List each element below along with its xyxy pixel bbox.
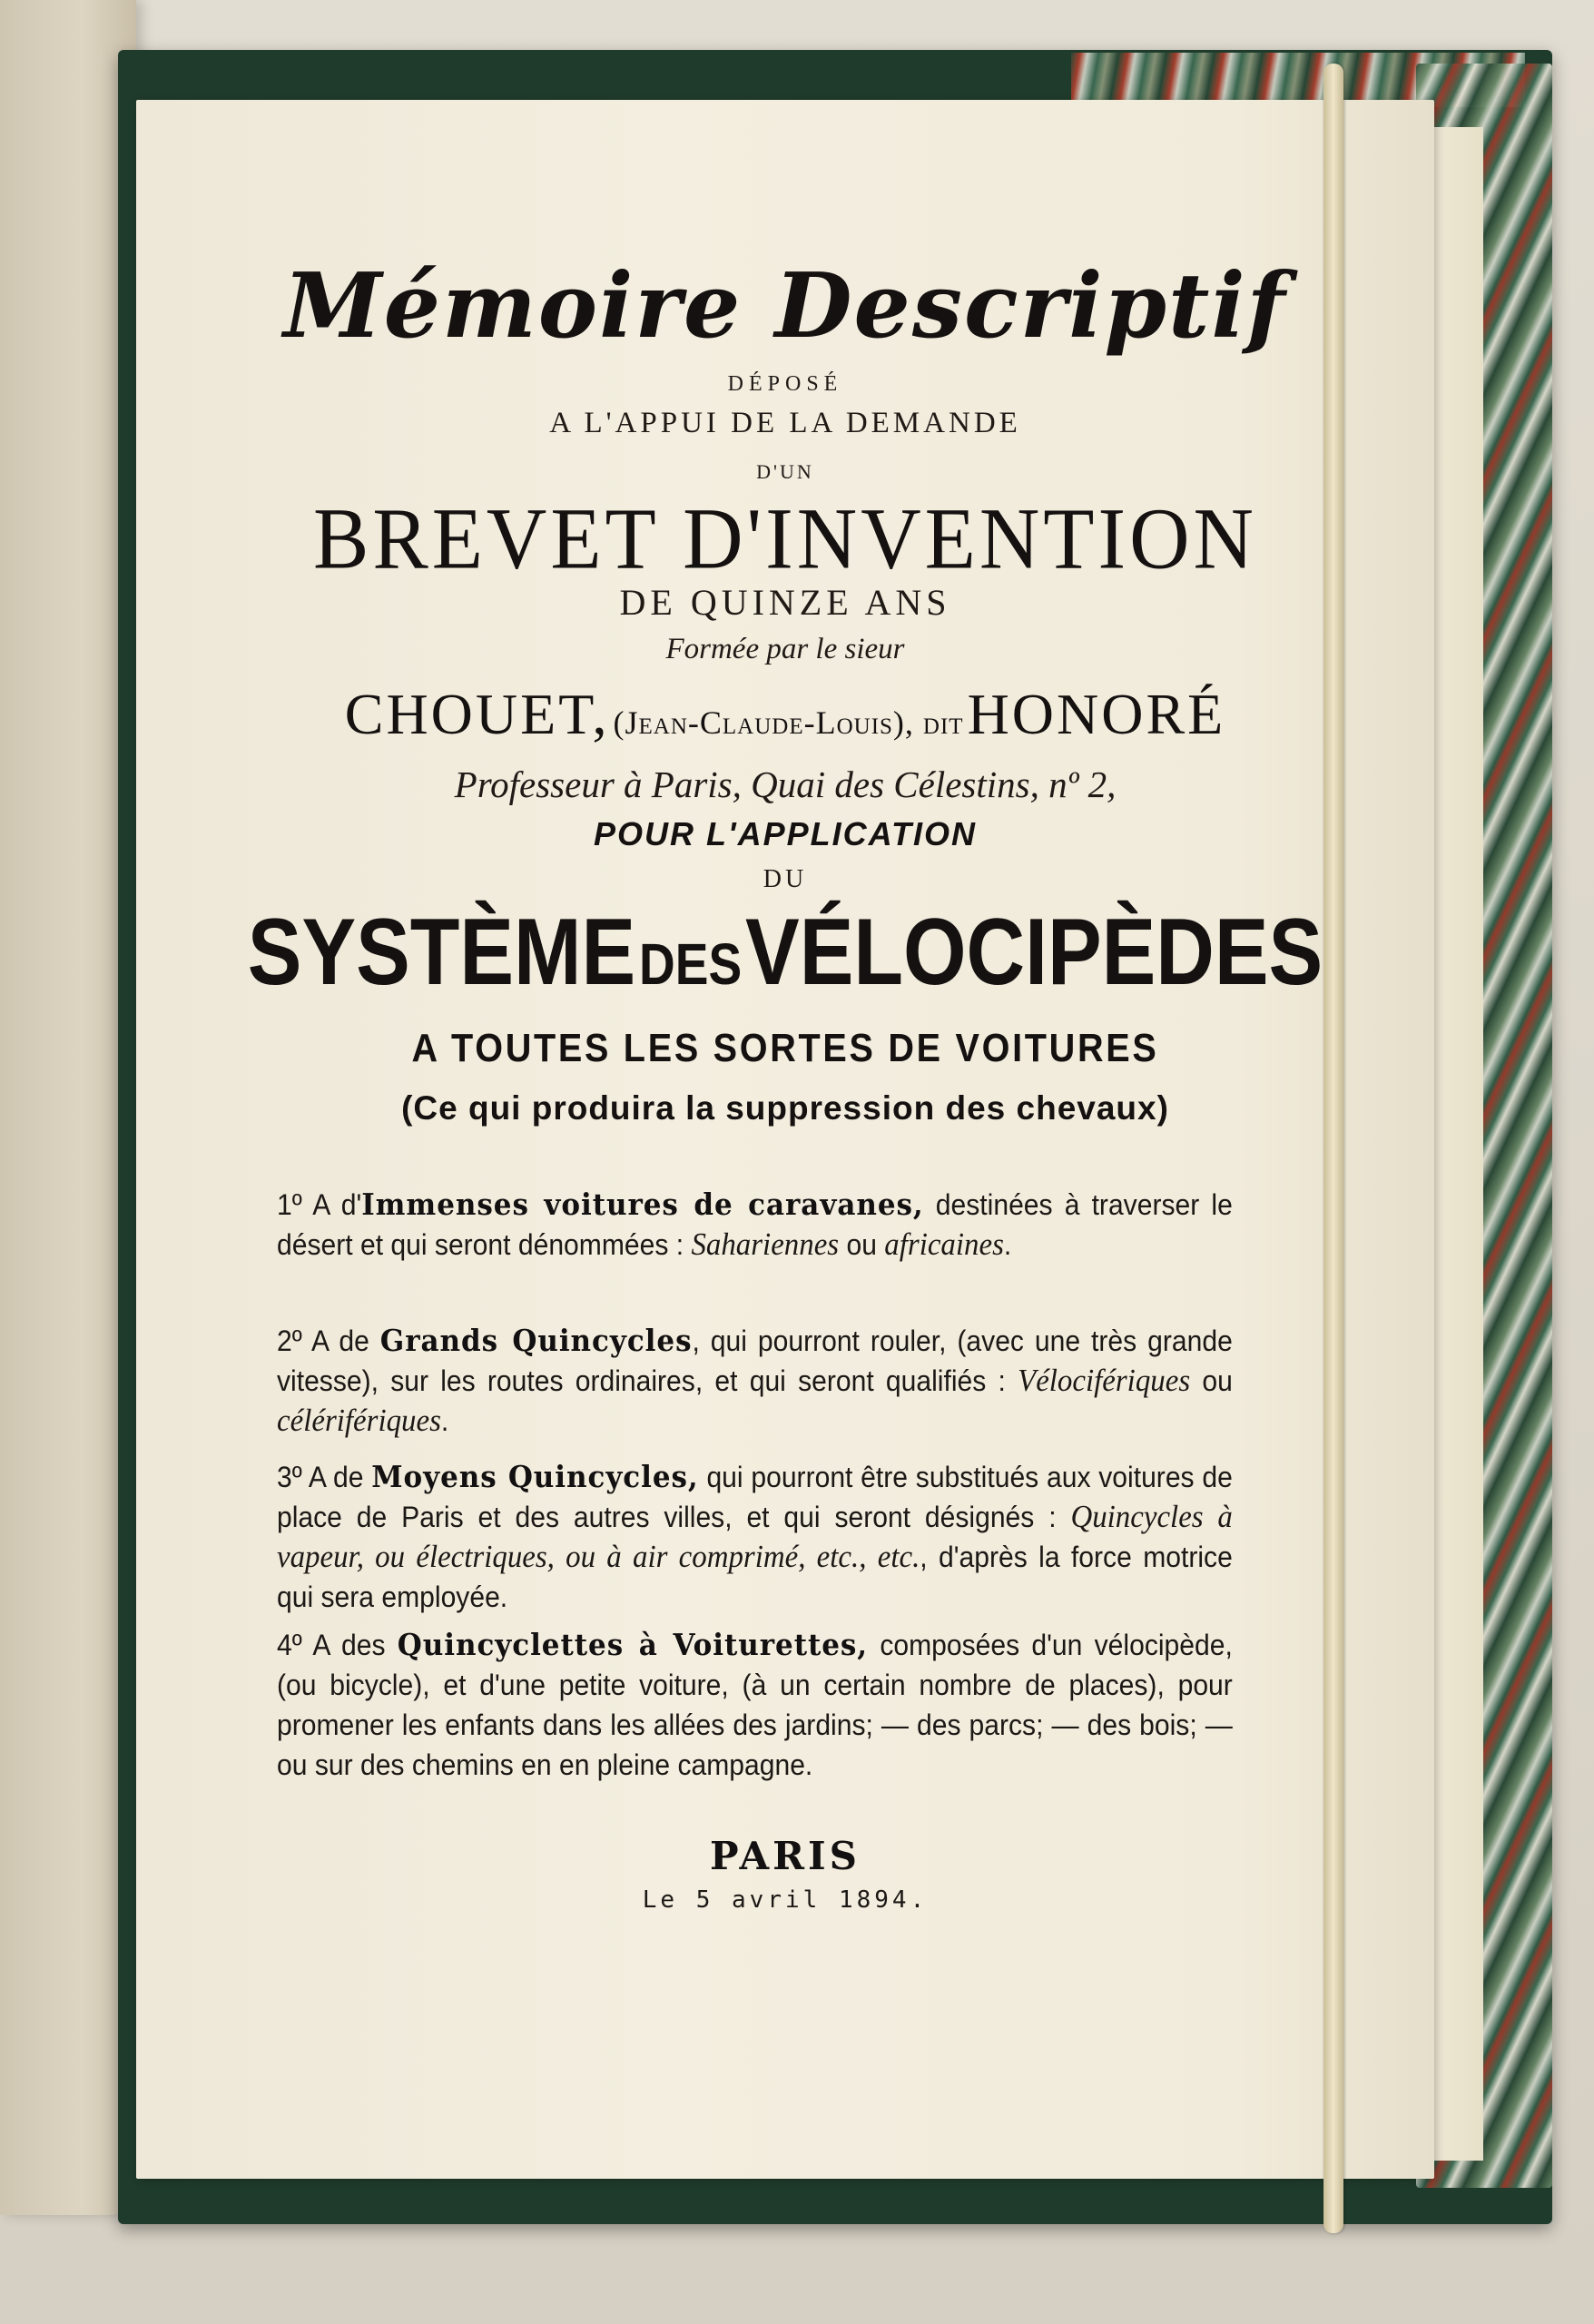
elastic-band [1323, 64, 1343, 2233]
list-item [277, 1321, 1233, 1441]
item-end: . [1003, 1228, 1012, 1261]
list-item [277, 1625, 1233, 1785]
dun-line: D'UN [756, 460, 814, 483]
item-number: 4º A des [277, 1629, 398, 1661]
des-word: DES [639, 931, 743, 997]
item-highlight: Moyens Quincycles, [371, 1459, 699, 1494]
item-number: 2º A de [277, 1324, 380, 1357]
list-item [277, 1185, 1233, 1265]
item-text: composées d'un vélocipède, (ou bicycle), et d'une petite voiture, (à un certain nombre de places), pour promener les enfants dans les allées des jardins; — des parcs; — des bois; — ou sur des chemins en en pleine campagne. [277, 1629, 1233, 1781]
du-line: DU [763, 865, 808, 893]
item-italic-2: célérifériques [277, 1403, 441, 1438]
systeme-word: SYSTÈME [247, 900, 636, 1005]
document-title: Mémoire Descriptif [283, 254, 1287, 359]
item-number: 3º A de [277, 1461, 372, 1493]
suppression-line: (Ce qui produira la suppression des chevaux) [401, 1089, 1169, 1127]
item-italic: Vélocifériques [1018, 1363, 1191, 1398]
inventor-given-names: (Jean-Claude-Louis), dit [613, 704, 964, 741]
inventor-address: Professeur à Paris, Quai des Célestins, nº 2, [454, 763, 1117, 805]
inventor-name [136, 681, 1434, 748]
depose-line: DÉPOSÉ [727, 372, 843, 396]
item-end: . [440, 1404, 449, 1437]
item-highlight: Grands Quincycles [379, 1323, 693, 1358]
inventor-surname: CHOUET, [344, 682, 610, 746]
item-mid: , d'après la force motrice qui sera employée. [277, 1541, 1233, 1613]
systeme-heading [227, 899, 1343, 1007]
item-text: destinées à traverser le désert et qui seront dénommées : [277, 1188, 1233, 1261]
formee-line: Formée par le sieur [665, 633, 905, 665]
item-highlight: Immenses voitures de caravanes, [361, 1187, 924, 1222]
list-item [277, 1457, 1233, 1617]
item-italic: Sahariennes [691, 1226, 840, 1262]
item-text: , qui pourront rouler, (avec une très grande vitesse), sur les routes ordinaires, et qui seront qualifiés : [277, 1324, 1233, 1397]
item-italic: Quincycles à vapeur, ou électriques, ou à air comprimé, etc., etc. [277, 1499, 1233, 1574]
appui-line: A L'APPUI DE LA DEMANDE [549, 407, 1021, 439]
inventor-alias: HONORÉ [967, 682, 1226, 746]
brevet-heading: BREVET D'INVENTION [313, 489, 1257, 587]
item-highlight: Quincyclettes à Voiturettes, [397, 1627, 869, 1662]
left-facing-page [0, 0, 136, 2215]
item-mid: ou [839, 1228, 885, 1261]
endpaper-leaf [1427, 127, 1483, 2161]
item-italic-2: africaines [884, 1226, 1004, 1262]
duration-line: DE QUINZE ANS [619, 582, 951, 623]
velocipedes-word: VÉLOCIPÈDES [745, 900, 1323, 1005]
item-number: 1º A d' [277, 1188, 362, 1221]
toutes-heading: A TOUTES LES SORTES DE VOITURES [411, 1026, 1159, 1070]
pour-line: POUR L'APPLICATION [594, 815, 977, 852]
item-mid: ou [1190, 1364, 1233, 1397]
date-line: Le 5 avril 1894. [642, 1886, 929, 1914]
place-line: PARIS [710, 1834, 861, 1878]
item-text: qui pourront être substitués aux voitures de place de Paris et des autres villes, et qui seront désignés : [277, 1461, 1233, 1533]
